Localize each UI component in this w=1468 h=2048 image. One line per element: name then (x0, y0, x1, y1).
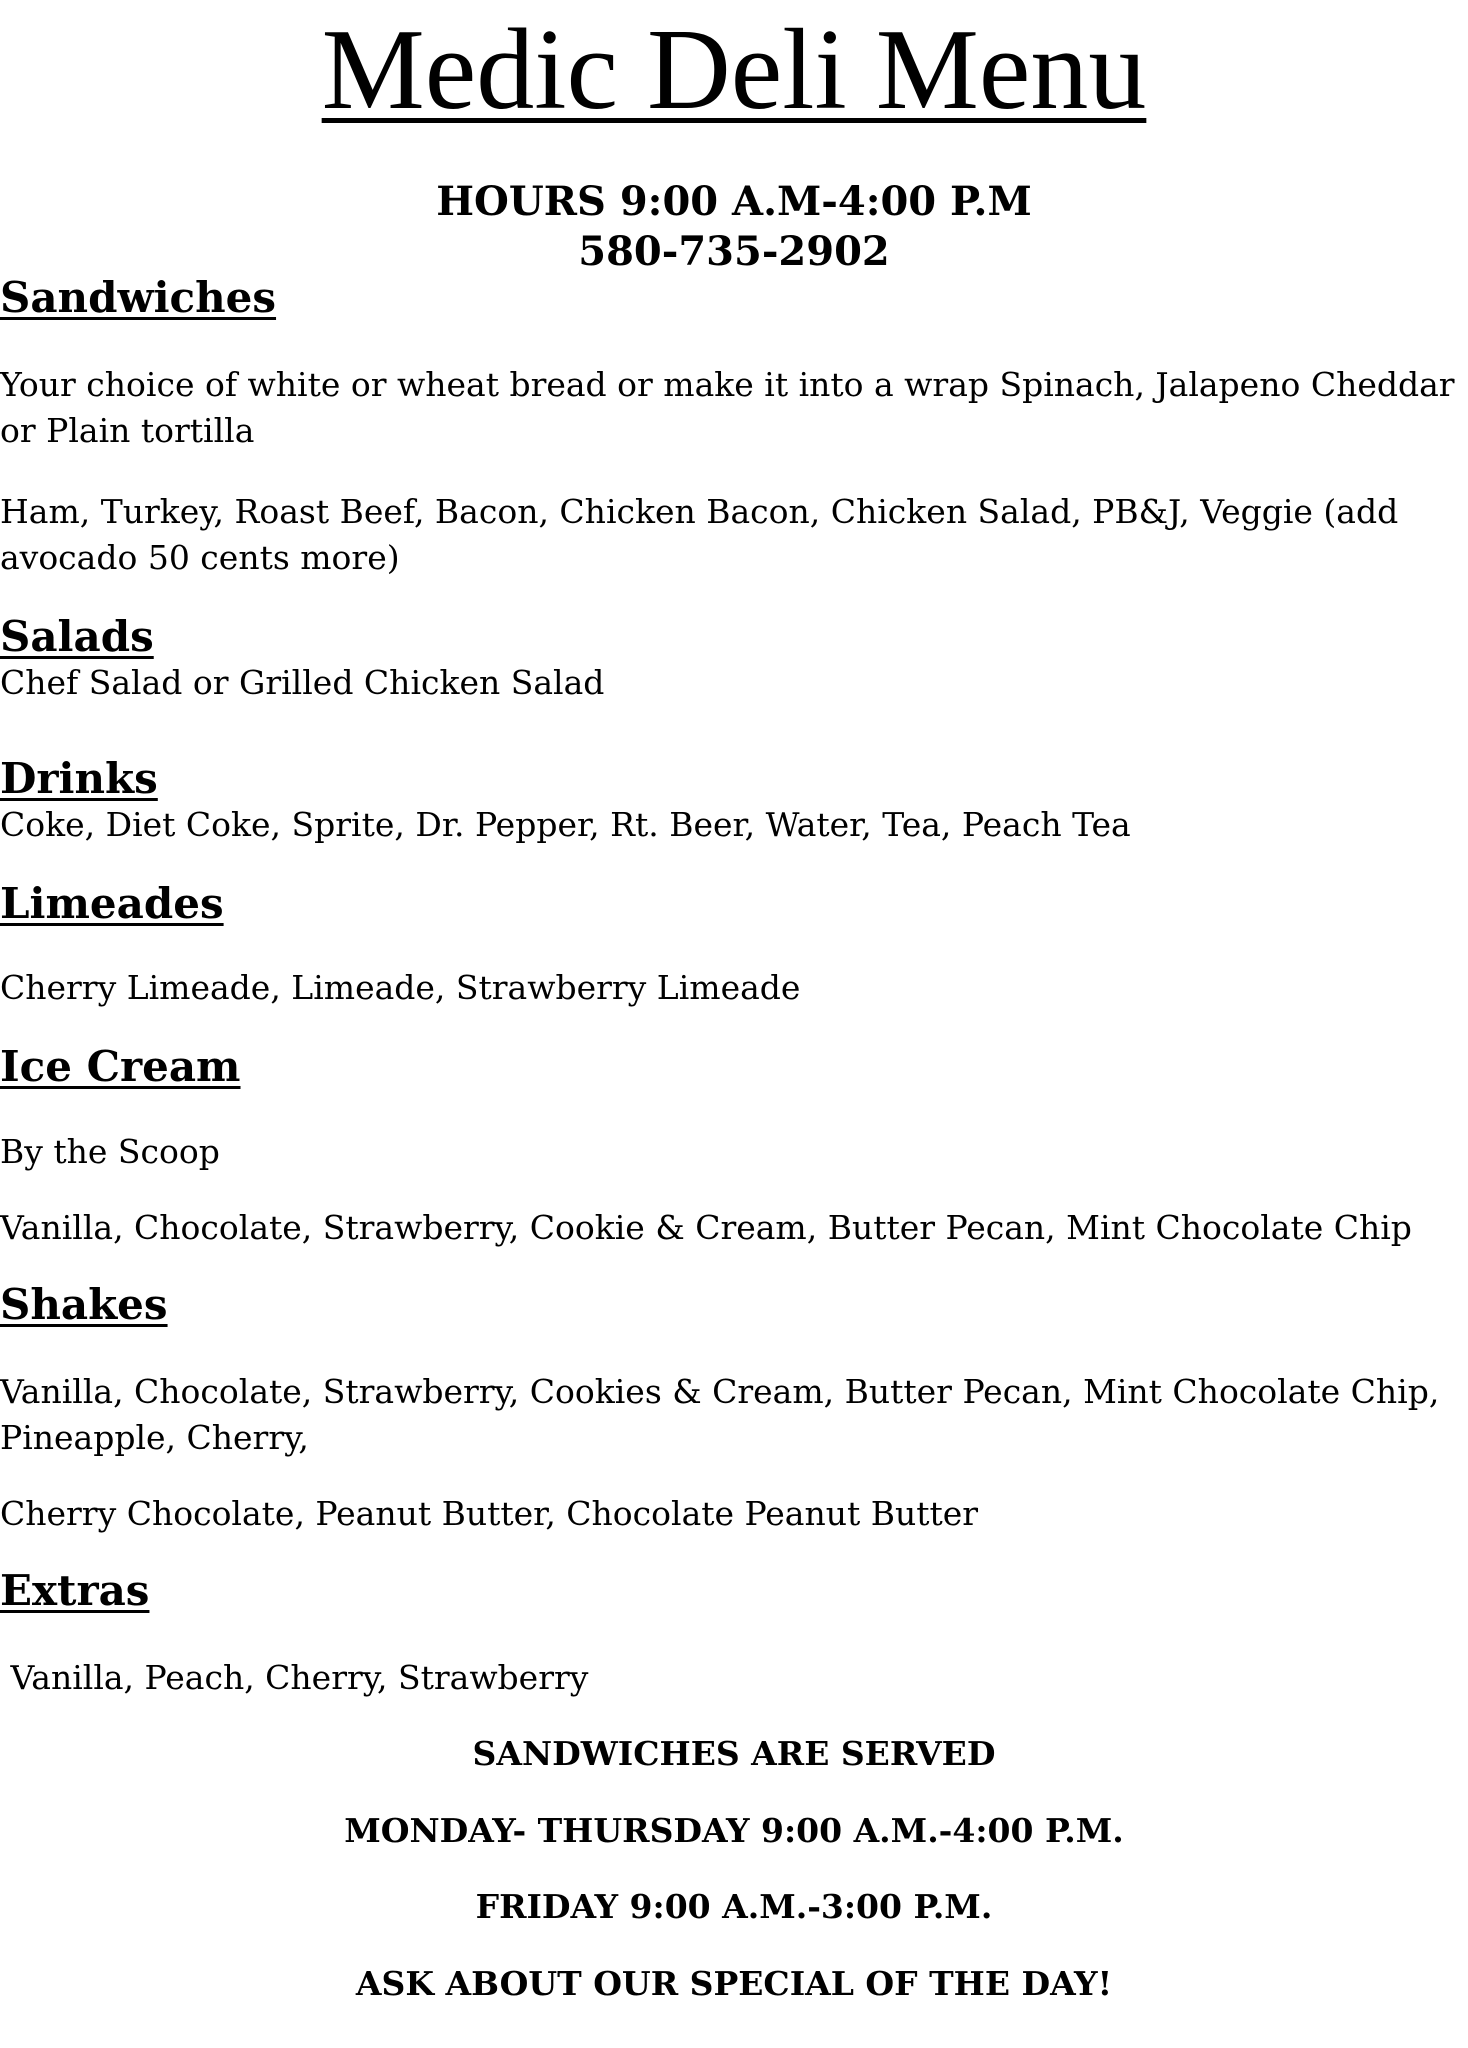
footer-friday-hours: FRIDAY 9:00 A.M.-3:00 P.M. (475, 1887, 993, 1926)
sandwiches-fillings: Ham, Turkey, Roast Beef, Bacon, Chicken Bacon, Chicken Salad, PB&J, Veggie (add avocado 50 cents more) (0, 492, 1399, 577)
extras-items: Vanilla, Peach, Cherry, Strawberry (0, 1658, 589, 1697)
ice-cream-serving: By the Scoop (0, 1132, 220, 1171)
section-heading-salads: Salads (0, 612, 154, 661)
section-heading-extras: Extras (0, 1566, 150, 1615)
section-heading-shakes: Shakes (0, 1280, 168, 1329)
phone-number: 580-735-2902 (578, 228, 890, 275)
shakes-more-flavors: Cherry Chocolate, Peanut Butter, Chocolate Peanut Butter (0, 1494, 979, 1533)
footer-weekday-hours: MONDAY- THURSDAY 9:00 A.M.-4:00 P.M. (344, 1811, 1124, 1850)
ice-cream-flavors: Vanilla, Chocolate, Strawberry, Cookie & Cream, Butter Pecan, Mint Chocolate Chip (0, 1208, 1412, 1247)
salads-items: Chef Salad or Grilled Chicken Salad (0, 663, 605, 702)
footer-serving-note: SANDWICHES ARE SERVED (472, 1734, 996, 1773)
shakes-flavors: Vanilla, Chocolate, Strawberry, Cookies & Cream, Butter Pecan, Mint Chocolate Chip, Pineapple, Cherry, (0, 1372, 1440, 1457)
sandwiches-bread-options: Your choice of white or wheat bread or make it into a wrap Spinach, Jalapeno Cheddar or Plain tortilla (0, 365, 1455, 450)
hours-line: HOURS 9:00 A.M-4:00 P.M (436, 178, 1032, 225)
page-title: Medic Deli Menu (321, 6, 1147, 134)
section-heading-drinks: Drinks (0, 754, 158, 803)
footer-special-note: ASK ABOUT OUR SPECIAL OF THE DAY! (355, 1964, 1113, 2003)
drinks-items: Coke, Diet Coke, Sprite, Dr. Pepper, Rt. Beer, Water, Tea, Peach Tea (0, 805, 1131, 844)
limeades-items: Cherry Limeade, Limeade, Strawberry Limeade (0, 968, 801, 1007)
section-heading-ice-cream: Ice Cream (0, 1042, 241, 1091)
section-heading-limeades: Limeades (0, 879, 224, 928)
section-heading-sandwiches: Sandwiches (0, 273, 277, 322)
